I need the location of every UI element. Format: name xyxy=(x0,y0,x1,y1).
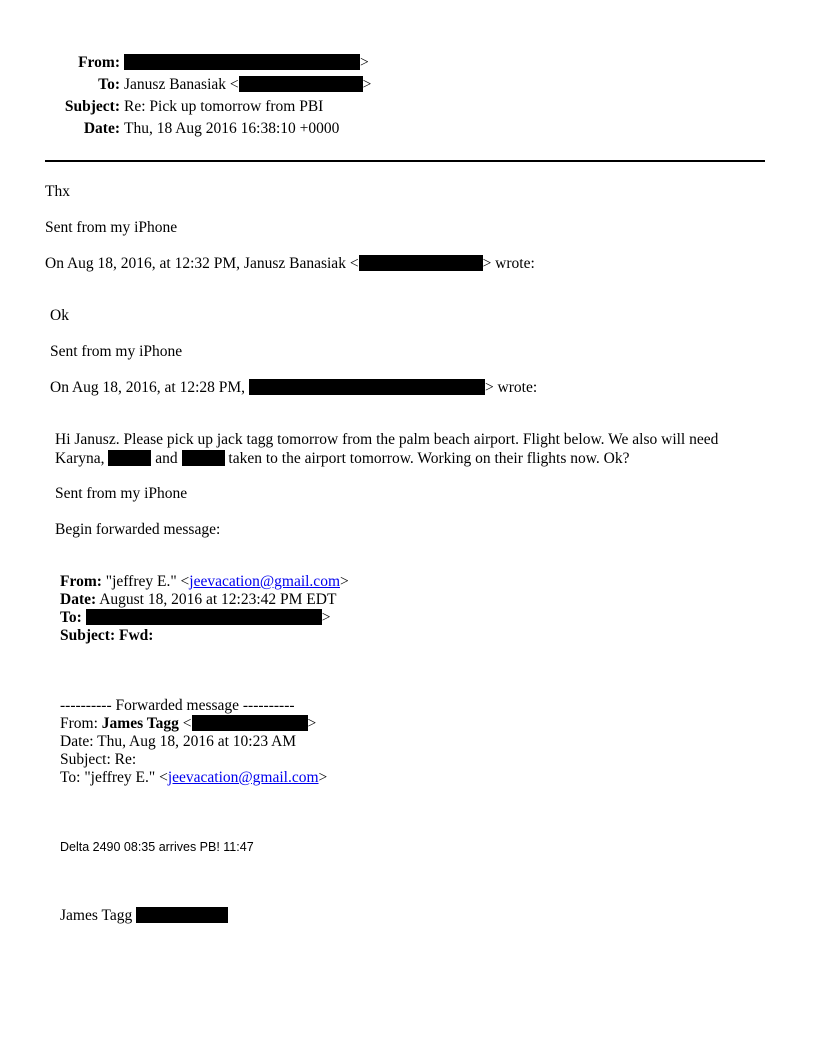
forwarded-subject-row: Subject: Re: xyxy=(60,751,137,768)
message-line: Karyna, and taken to the airport tomorrow. Working on their flights now. Ok? xyxy=(55,450,630,467)
fwd-from-row: From: "jeffrey E." <jeevacation@gmail.com> xyxy=(60,573,349,590)
quoted-reply-body: Ok xyxy=(50,307,69,324)
redaction-box xyxy=(86,609,322,625)
email-link[interactable]: jeevacation@gmail.com xyxy=(167,769,319,786)
redaction-box xyxy=(108,450,151,466)
quoted-reply-signature: Sent from my iPhone xyxy=(50,343,183,360)
message-signature: Sent from my iPhone xyxy=(55,485,188,502)
redaction-box xyxy=(124,54,360,70)
message-line: Hi Janusz. Please pick up jack tagg tomorrow from the palm beach airport. Flight below. We also will need xyxy=(55,431,719,448)
to-label: To: xyxy=(98,76,120,93)
forward-intro: Begin forwarded message: xyxy=(55,521,221,538)
redaction-box xyxy=(249,379,485,395)
from-label: From: xyxy=(78,54,120,71)
redaction-box xyxy=(182,450,225,466)
date-value: Thu, 18 Aug 2016 16:38:10 +0000 xyxy=(124,120,340,137)
subject-label: Subject: xyxy=(64,98,120,115)
redaction-box xyxy=(239,76,363,92)
forwarded-to-row: To: "jeffrey E." <jeevacation@gmail.com> xyxy=(60,769,328,786)
quote-attribution: On Aug 18, 2016, at 12:32 PM, Janusz Banasiak < > wrote: xyxy=(45,255,535,272)
to-name: Janusz Banasiak < xyxy=(124,76,239,93)
redaction-box xyxy=(136,907,228,923)
date-label: Date: xyxy=(83,120,120,137)
fwd-subject-row: Subject: Fwd: xyxy=(60,627,154,644)
forwarded-date-row: Date: Thu, Aug 18, 2016 at 10:23 AM xyxy=(60,733,297,750)
fwd-date-row: Date: August 18, 2016 at 12:23:42 PM EDT xyxy=(60,591,337,608)
fwd-to-row: To: > xyxy=(60,609,331,626)
redaction-box xyxy=(192,715,308,731)
flight-info: Delta 2490 08:35 arrives PB! 11:47 xyxy=(60,840,254,854)
forwarded-divider: ---------- Forwarded message ---------- xyxy=(60,697,295,714)
redaction-box xyxy=(359,255,483,271)
forwarded-from-row: From: James Tagg < > xyxy=(60,715,317,732)
subject-value: Re: Pick up tomorrow from PBI xyxy=(124,98,324,115)
reply-body: Thx xyxy=(45,183,70,200)
quote-attribution: On Aug 18, 2016, at 12:28 PM, > wrote: xyxy=(50,379,538,396)
sender-signature: James Tagg xyxy=(60,907,228,925)
reply-signature: Sent from my iPhone xyxy=(45,219,178,236)
email-link[interactable]: jeevacation@gmail.com xyxy=(189,573,340,590)
header-divider xyxy=(45,160,765,162)
